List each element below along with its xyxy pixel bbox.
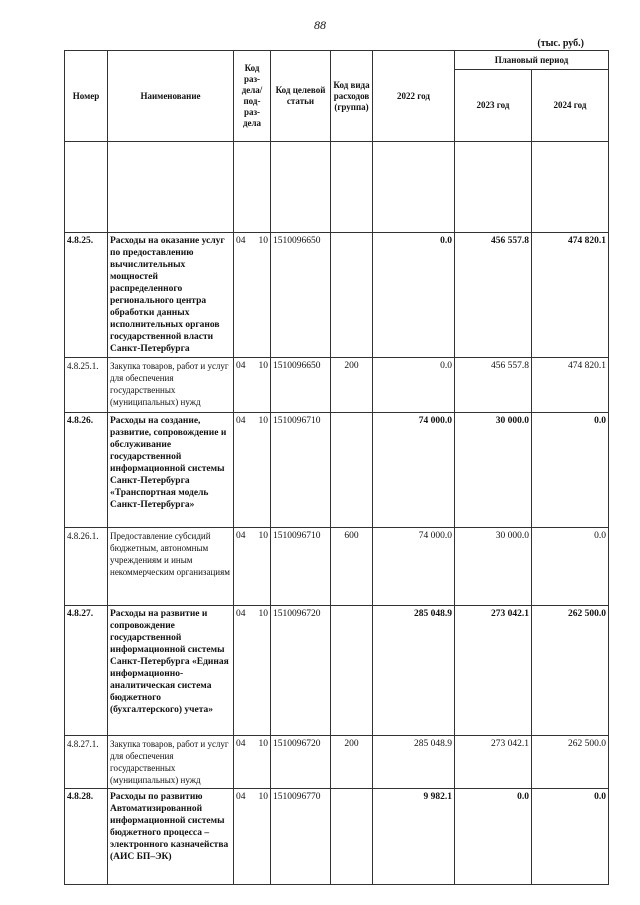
- row-section: [234, 233, 271, 358]
- header-2023: 2023 год: [455, 70, 532, 142]
- row-type: [331, 233, 373, 358]
- header-2024: 2024 год: [532, 70, 609, 142]
- section-code: 04: [236, 531, 246, 541]
- row-2024: 262 500.0: [532, 606, 609, 736]
- row-section: [234, 413, 271, 528]
- row-target: 1510096650: [271, 358, 331, 413]
- row-number: 4.8.26.1.: [65, 528, 108, 606]
- row-2024: 0.0: [532, 413, 609, 528]
- header-2022: 2022 год: [373, 51, 455, 142]
- row-name: Предоставление субсидий бюджетным, автономным учреждениям и иным некоммерческим организациям: [108, 528, 234, 606]
- row-name: Закупка товаров, работ и услуг для обеспечения государственных (муниципальных) нужд: [108, 736, 234, 789]
- row-target: 1510096720: [271, 606, 331, 736]
- header-name: Наименование: [108, 51, 234, 142]
- subsection-code: 10: [258, 531, 268, 541]
- row-name: Расходы на развитие и сопровождение государственной информационной системы Санкт-Петербурга «Единая информационно-аналитическая система бюджетного (бухгалтерского) учета»: [108, 606, 234, 736]
- row-section: [234, 789, 271, 885]
- row-type: [331, 789, 373, 885]
- row-name: Расходы на создание, развитие, сопровождение и обслуживание государственной информационной системы Санкт-Петербурга «Транспортная модель Санкт-Петербурга»: [108, 413, 234, 528]
- row-target: 1510096770: [271, 789, 331, 885]
- spacer-row: [65, 142, 609, 233]
- row-name: Закупка товаров, работ и услуг для обеспечения государственных (муниципальных) нужд: [108, 358, 234, 413]
- row-type: [331, 413, 373, 528]
- row-type: 600: [331, 528, 373, 606]
- row-2022: 74 000.0: [373, 528, 455, 606]
- header-section: Код раз-дела/ под-раз-дела: [234, 51, 271, 142]
- row-2022: 74 000.0: [373, 413, 455, 528]
- header-planned-period: Плановый период: [455, 51, 609, 70]
- row-2023: 456 557.8: [455, 233, 532, 358]
- header-number: Номер: [65, 51, 108, 142]
- row-section: [234, 358, 271, 413]
- table-row: [65, 789, 609, 885]
- row-number: 4.8.27.1.: [65, 736, 108, 789]
- units-label: (тыс. руб.): [537, 38, 584, 49]
- row-target: 1510096650: [271, 233, 331, 358]
- section-code: 04: [236, 609, 246, 619]
- row-type: 200: [331, 736, 373, 789]
- row-2022: 285 048.9: [373, 736, 455, 789]
- subsection-code: 10: [258, 416, 268, 426]
- table-row: [65, 606, 609, 736]
- row-number: 4.8.25.1.: [65, 358, 108, 413]
- row-2023: 273 042.1: [455, 606, 532, 736]
- row-target: 1510096710: [271, 413, 331, 528]
- row-2023: 30 000.0: [455, 413, 532, 528]
- row-2024: 474 820.1: [532, 233, 609, 358]
- subsection-code: 10: [258, 739, 268, 749]
- row-name: Расходы на оказание услуг по предоставлению вычислительных мощностей распределенного регионального центра обработки данных исполнительных органов государственной власти Санкт-Петербурга: [108, 233, 234, 358]
- row-section: [234, 606, 271, 736]
- row-2024: 0.0: [532, 528, 609, 606]
- row-number: 4.8.26.: [65, 413, 108, 528]
- row-2023: 0.0: [455, 789, 532, 885]
- section-code: 04: [236, 416, 246, 426]
- row-target: 1510096710: [271, 528, 331, 606]
- header-target: Код целевой статьи: [271, 51, 331, 142]
- section-code: 04: [236, 236, 246, 246]
- header-row: [65, 51, 609, 70]
- row-2022: 9 982.1: [373, 789, 455, 885]
- subsection-code: 10: [258, 792, 268, 802]
- row-number: 4.8.28.: [65, 789, 108, 885]
- table-row: [65, 233, 609, 358]
- section-code: 04: [236, 361, 246, 371]
- row-2022: 0.0: [373, 233, 455, 358]
- row-2023: 30 000.0: [455, 528, 532, 606]
- section-code: 04: [236, 739, 246, 749]
- row-section: [234, 528, 271, 606]
- row-2024: 0.0: [532, 789, 609, 885]
- table-row: [65, 736, 609, 789]
- budget-table: [64, 50, 609, 885]
- row-target: 1510096720: [271, 736, 331, 789]
- table-row: [65, 413, 609, 528]
- row-2022: 285 048.9: [373, 606, 455, 736]
- row-number: 4.8.25.: [65, 233, 108, 358]
- row-2023: 456 557.8: [455, 358, 532, 413]
- row-name: Расходы по развитию Автоматизированной информационной системы бюджетного процесса – электронного казначейства (АИС БП–ЭК): [108, 789, 234, 885]
- row-2023: 273 042.1: [455, 736, 532, 789]
- subsection-code: 10: [258, 609, 268, 619]
- subsection-code: 10: [258, 236, 268, 246]
- row-section: [234, 736, 271, 789]
- row-number: 4.8.27.: [65, 606, 108, 736]
- row-2024: 474 820.1: [532, 358, 609, 413]
- row-2024: 262 500.0: [532, 736, 609, 789]
- row-type: [331, 606, 373, 736]
- row-type: 200: [331, 358, 373, 413]
- row-2022: 0.0: [373, 358, 455, 413]
- table-row: [65, 358, 609, 413]
- header-expense-type: Код вида расходов (группа): [331, 51, 373, 142]
- subsection-code: 10: [258, 361, 268, 371]
- section-code: 04: [236, 792, 246, 802]
- table-row: [65, 528, 609, 606]
- page-number: 88: [314, 18, 326, 32]
